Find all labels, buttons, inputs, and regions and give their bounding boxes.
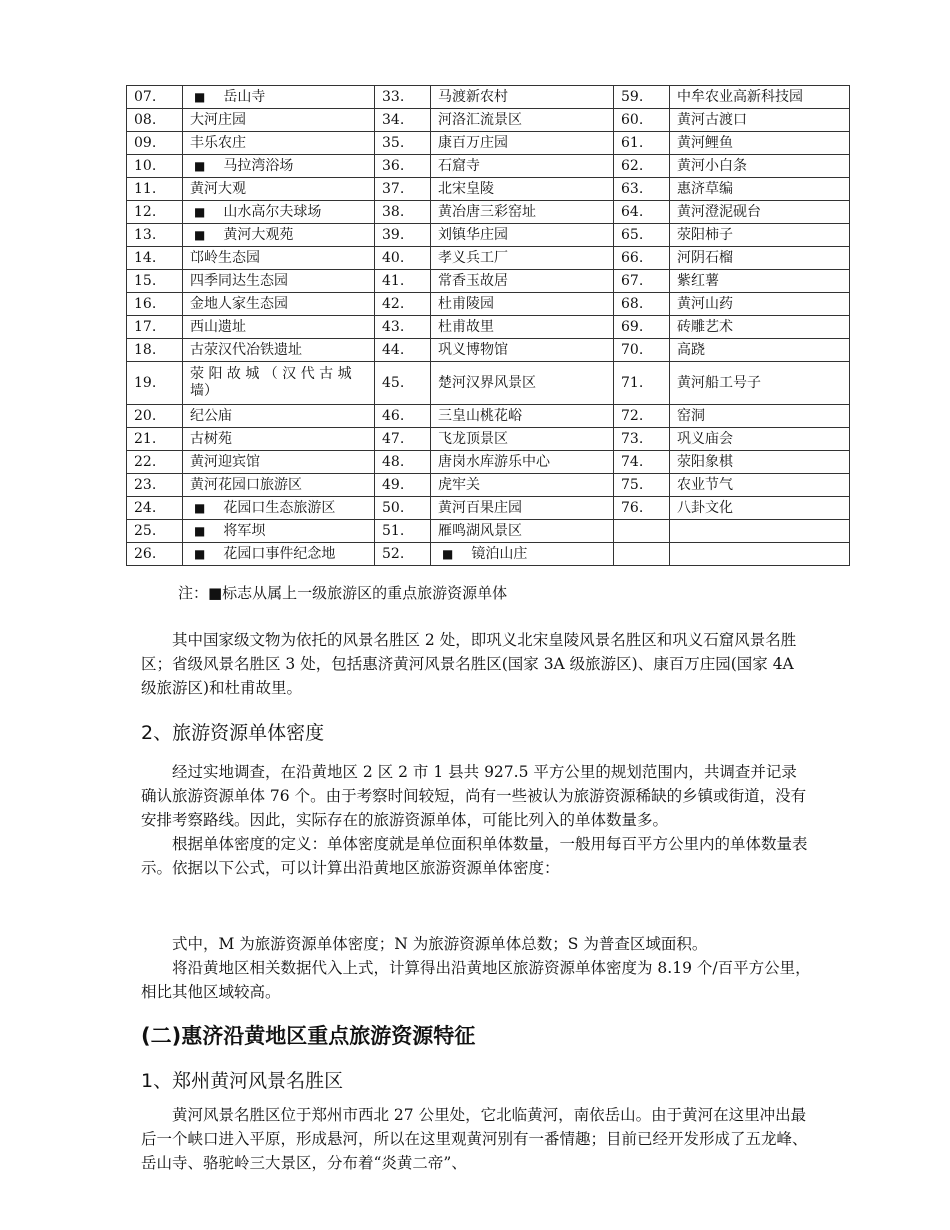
- item-number: 69.: [614, 316, 670, 339]
- item-name: 惠济草编: [677, 180, 733, 197]
- item-name-cell: [670, 543, 850, 566]
- item-name-cell: [431, 428, 614, 451]
- item-name-cell: [670, 109, 850, 132]
- item-number: 14.: [127, 247, 183, 270]
- item-name-cell: [670, 201, 850, 224]
- item-name: 砖雕艺术: [677, 318, 733, 335]
- item-number: 24.: [127, 497, 183, 520]
- item-number: 48.: [375, 451, 431, 474]
- heading-yellow-river-scenic: 1、郑州黄河风景名胜区: [141, 1070, 344, 1092]
- table-row: [127, 428, 850, 451]
- item-name: 虎牢关: [438, 476, 480, 493]
- key-resource-marker-icon: ■: [194, 204, 206, 219]
- item-name: 黄河山药: [677, 295, 733, 312]
- key-resource-marker-icon: ■: [194, 546, 206, 561]
- item-name-cell: [431, 293, 614, 316]
- resource-table-body: [127, 86, 850, 566]
- item-number: 26.: [127, 543, 183, 566]
- item-name: 马拉湾浴场: [223, 157, 294, 174]
- table-row: [127, 247, 850, 270]
- item-number: 12.: [127, 201, 183, 224]
- item-name-cell: [183, 178, 375, 201]
- item-number: 33.: [375, 86, 431, 109]
- item-name-cell: [670, 155, 850, 178]
- item-number: 73.: [614, 428, 670, 451]
- key-resource-marker-icon: ■: [194, 89, 206, 104]
- item-name-cell: [431, 178, 614, 201]
- item-name: 黄河大观: [190, 180, 246, 197]
- table-row: [127, 497, 850, 520]
- item-number: 08.: [127, 109, 183, 132]
- item-name-cell: [670, 428, 850, 451]
- item-number: 62.: [614, 155, 670, 178]
- item-name-cell: [183, 474, 375, 497]
- item-number: 61.: [614, 132, 670, 155]
- item-name-cell: [431, 543, 614, 566]
- item-name-cell: [183, 316, 375, 339]
- item-name: 刘镇华庄园: [438, 226, 508, 243]
- item-name: 镜泊山庄: [471, 545, 528, 562]
- paragraph-text: 经过实地调查，在沿黄地区 2 区 2 市 1 县共 927.5 平方公里的规划范围内，共调查并记录确认旅游资源单体 76 个。由于考察时间较短，尚有一些被认为旅游资源稀缺的乡镇或街道，没有安排考察路线。因此，实际存在的旅游资源单体，可能比列入的单体数量多。: [141, 763, 807, 829]
- item-number: 18.: [127, 339, 183, 362]
- item-number: 20.: [127, 405, 183, 428]
- item-number: 23.: [127, 474, 183, 497]
- table-row: [127, 155, 850, 178]
- item-number: 25.: [127, 520, 183, 543]
- paragraph-text: 将沿黄地区相关数据代入上式，计算得出沿黄地区旅游资源单体密度为 8.19 个/百平方公里，相比其他区域较高。: [141, 959, 811, 1001]
- item-name-cell: [183, 293, 375, 316]
- table-row: [127, 270, 850, 293]
- item-name-cell: [670, 224, 850, 247]
- resource-table: [126, 85, 850, 566]
- item-name-cell: [431, 247, 614, 270]
- item-name: 丰乐农庄: [190, 134, 246, 151]
- item-number: 10.: [127, 155, 183, 178]
- item-name: 黄河船工号子: [677, 374, 761, 391]
- item-number: 15.: [127, 270, 183, 293]
- item-number: 13.: [127, 224, 183, 247]
- item-name: 黄河古渡口: [677, 111, 747, 128]
- table-row: [127, 293, 850, 316]
- item-name: 唐岗水库游乐中心: [438, 453, 550, 470]
- item-name-cell: [431, 497, 614, 520]
- item-name: 将军坝: [223, 522, 266, 539]
- item-number: 64.: [614, 201, 670, 224]
- paragraph-formula-notes: [141, 932, 811, 1004]
- item-number: 35.: [375, 132, 431, 155]
- item-number: 38.: [375, 201, 431, 224]
- item-name-cell: [670, 339, 850, 362]
- item-name-cell: [183, 132, 375, 155]
- table-row: [127, 451, 850, 474]
- item-name: 北宋皇陵: [438, 180, 494, 197]
- item-number: 11.: [127, 178, 183, 201]
- item-name: 巩义庙会: [677, 430, 733, 447]
- table-row: [127, 316, 850, 339]
- table-row: [127, 405, 850, 428]
- item-number: 49.: [375, 474, 431, 497]
- item-name-cell: [670, 86, 850, 109]
- item-name-cell: [431, 224, 614, 247]
- key-resource-marker-icon: ■: [194, 500, 206, 515]
- item-name-cell: [670, 293, 850, 316]
- item-number: 65.: [614, 224, 670, 247]
- item-number: 39.: [375, 224, 431, 247]
- item-name: 黄河大观苑: [223, 226, 294, 243]
- item-number: 22.: [127, 451, 183, 474]
- item-number: 66.: [614, 247, 670, 270]
- item-number: 46.: [375, 405, 431, 428]
- table-row: [127, 86, 850, 109]
- item-number: 37.: [375, 178, 431, 201]
- item-name-cell: [431, 316, 614, 339]
- item-name: 河洛汇流景区: [438, 111, 522, 128]
- paragraph-survey: [141, 760, 811, 880]
- paragraph-text: 黄河风景名胜区位于郑州市西北 27 公里处，它北临黄河，南依岳山。由于黄河在这里冲出最后一个峡口进入平原，形成悬河，所以在这里观黄河别有一番情趣；目前已经开发形成了五龙峰、岳山寺、骆驼岭三大景区，分布着“炎黄二帝”、: [141, 1106, 808, 1172]
- item-number: 17.: [127, 316, 183, 339]
- item-number: 19.: [127, 362, 183, 405]
- paragraph-text: 式中，M 为旅游资源单体密度；N 为旅游资源单体总数；S 为普查区域面积。: [172, 935, 708, 953]
- item-name-cell: [183, 86, 375, 109]
- table-row: [127, 339, 850, 362]
- item-name: 黄河迎宾馆: [190, 453, 260, 470]
- item-name: 邙岭生态园: [190, 249, 260, 266]
- item-name-cell: [431, 362, 614, 405]
- item-number: 72.: [614, 405, 670, 428]
- item-name-cell: [431, 520, 614, 543]
- table-row: [127, 178, 850, 201]
- item-name-cell: [183, 339, 375, 362]
- table-row: [127, 520, 850, 543]
- item-name-cell: [431, 201, 614, 224]
- item-name: 古荥汉代冶铁遗址: [190, 341, 302, 358]
- item-name: 黄冶唐三彩窑址: [438, 203, 536, 220]
- item-name-cell: [431, 155, 614, 178]
- item-number: 67.: [614, 270, 670, 293]
- item-number: 42.: [375, 293, 431, 316]
- item-name-cell: [670, 247, 850, 270]
- item-name: 大河庄园: [190, 111, 246, 128]
- key-resource-marker-icon: ■: [442, 546, 454, 561]
- item-name-cell: [670, 362, 850, 405]
- item-name-cell: [183, 224, 375, 247]
- item-name: 花园口生态旅游区: [223, 499, 336, 516]
- item-name-cell: [183, 270, 375, 293]
- item-name-cell: [670, 316, 850, 339]
- item-name-cell: [431, 86, 614, 109]
- item-name: 四季同达生态园: [190, 272, 288, 289]
- item-name: 农业节气: [677, 476, 733, 493]
- item-name-cell: [670, 451, 850, 474]
- item-name: 黄河花园口旅游区: [190, 476, 302, 493]
- item-name: 马渡新农村: [438, 88, 508, 105]
- heading-unit-density: 2、旅游资源单体密度: [141, 722, 325, 744]
- item-name: 黄河鲤鱼: [677, 134, 733, 151]
- item-name: 荥阳柿子: [677, 226, 733, 243]
- item-name: 纪公庙: [190, 407, 232, 424]
- item-name-cell: [670, 520, 850, 543]
- item-name-cell: [183, 543, 375, 566]
- item-name-cell: [431, 451, 614, 474]
- item-number: 09.: [127, 132, 183, 155]
- item-number: 76.: [614, 497, 670, 520]
- item-name-cell: [431, 339, 614, 362]
- item-name-cell: [670, 497, 850, 520]
- table-note: 注：■标志从属上一级旅游区的重点旅游资源单体: [178, 584, 508, 602]
- table-row: [127, 543, 850, 566]
- item-name: 黄河百果庄园: [438, 499, 522, 516]
- item-name-cell: [670, 178, 850, 201]
- item-name-cell: [183, 109, 375, 132]
- paragraph-yellow-river: [141, 1103, 811, 1175]
- item-name: 窑洞: [677, 407, 705, 424]
- item-number: 68.: [614, 293, 670, 316]
- item-name: 金地人家生态园: [190, 295, 288, 312]
- item-name: 西山遗址: [190, 318, 246, 335]
- item-name-cell: [670, 270, 850, 293]
- table-row: [127, 474, 850, 497]
- item-name: 三皇山桃花峪: [438, 407, 522, 424]
- item-name: 楚河汉界风景区: [438, 374, 536, 391]
- item-number: 16.: [127, 293, 183, 316]
- item-number: 63.: [614, 178, 670, 201]
- item-name-cell: [183, 497, 375, 520]
- item-number: 75.: [614, 474, 670, 497]
- item-number: 70.: [614, 339, 670, 362]
- item-name: 花园口事件纪念地: [223, 545, 336, 562]
- item-number: 41.: [375, 270, 431, 293]
- item-name: 杜甫陵园: [438, 295, 494, 312]
- item-name-cell: [431, 405, 614, 428]
- item-number: 50.: [375, 497, 431, 520]
- item-name: 荥阳象棋: [677, 453, 733, 470]
- item-name: 杜甫故里: [438, 318, 494, 335]
- item-name: 荥 阳 故 城 （ 汉 代 古 城 墙）: [190, 366, 352, 399]
- item-name: 飞龙顶景区: [438, 430, 508, 447]
- item-name-cell: [183, 155, 375, 178]
- item-name: 雁鸣湖风景区: [438, 522, 522, 539]
- item-name: 八卦文化: [677, 499, 733, 516]
- item-name: 河阴石榴: [677, 249, 733, 266]
- item-name-cell: [183, 201, 375, 224]
- item-name: 黄河澄泥砚台: [677, 203, 761, 220]
- item-name: 中牟农业高新科技园: [677, 88, 803, 105]
- paragraph-text: 其中国家级文物为依托的风景名胜区 2 处，即巩义北宋皇陵风景名胜区和巩义石窟风景名胜区；省级风景名胜区 3 处，包括惠济黄河风景名胜区(国家 3A 级旅游区)、康百万庄园(国家 4A 级旅游区)和杜甫故里。: [141, 631, 797, 697]
- item-name: 康百万庄园: [438, 134, 508, 151]
- item-name-cell: [431, 270, 614, 293]
- item-name-cell: [183, 451, 375, 474]
- table-row: [127, 132, 850, 155]
- item-name-cell: [670, 405, 850, 428]
- item-name-cell: [183, 362, 375, 405]
- paragraph-scenic-areas: [141, 628, 811, 700]
- item-number: 47.: [375, 428, 431, 451]
- item-number: 44.: [375, 339, 431, 362]
- key-resource-marker-icon: ■: [194, 523, 206, 538]
- item-number: 40.: [375, 247, 431, 270]
- item-name-cell: [431, 109, 614, 132]
- item-name-cell: [431, 474, 614, 497]
- item-name-cell: [183, 428, 375, 451]
- item-name-cell: [670, 474, 850, 497]
- item-name: 古树苑: [190, 430, 232, 447]
- item-number: 36.: [375, 155, 431, 178]
- item-number: 45.: [375, 362, 431, 405]
- item-number: 59.: [614, 86, 670, 109]
- item-number: 60.: [614, 109, 670, 132]
- table-row: [127, 109, 850, 132]
- item-number: 71.: [614, 362, 670, 405]
- section-title: (二)惠济沿黄地区重点旅游资源特征: [141, 1024, 476, 1048]
- item-number: [614, 520, 670, 543]
- item-number: 52.: [375, 543, 431, 566]
- item-number: 34.: [375, 109, 431, 132]
- item-name: 孝义兵工厂: [438, 249, 508, 266]
- item-number: [614, 543, 670, 566]
- item-number: 07.: [127, 86, 183, 109]
- item-name-cell: [670, 132, 850, 155]
- key-resource-marker-icon: ■: [194, 158, 206, 173]
- table-row: [127, 362, 850, 405]
- item-name-cell: [183, 405, 375, 428]
- item-name-cell: [431, 132, 614, 155]
- item-name: 高跷: [677, 341, 705, 358]
- item-number: 74.: [614, 451, 670, 474]
- item-name: 石窟寺: [438, 157, 480, 174]
- item-name-cell: [183, 247, 375, 270]
- item-name: 黄河小白条: [677, 157, 747, 174]
- key-resource-marker-icon: ■: [194, 227, 206, 242]
- item-name: 紫红薯: [677, 272, 719, 289]
- item-number: 43.: [375, 316, 431, 339]
- item-name: 岳山寺: [223, 88, 266, 105]
- table-row: [127, 201, 850, 224]
- item-name: 山水高尔夫球场: [223, 203, 322, 220]
- item-name: 常香玉故居: [438, 272, 508, 289]
- item-name-cell: [183, 520, 375, 543]
- item-name: 巩义博物馆: [438, 341, 508, 358]
- paragraph-text: 根据单体密度的定义：单体密度就是单位面积单体数量，一般用每百平方公里内的单体数量表示。依据以下公式，可以计算出沿黄地区旅游资源单体密度：: [141, 835, 808, 877]
- item-number: 21.: [127, 428, 183, 451]
- item-number: 51.: [375, 520, 431, 543]
- table-row: [127, 224, 850, 247]
